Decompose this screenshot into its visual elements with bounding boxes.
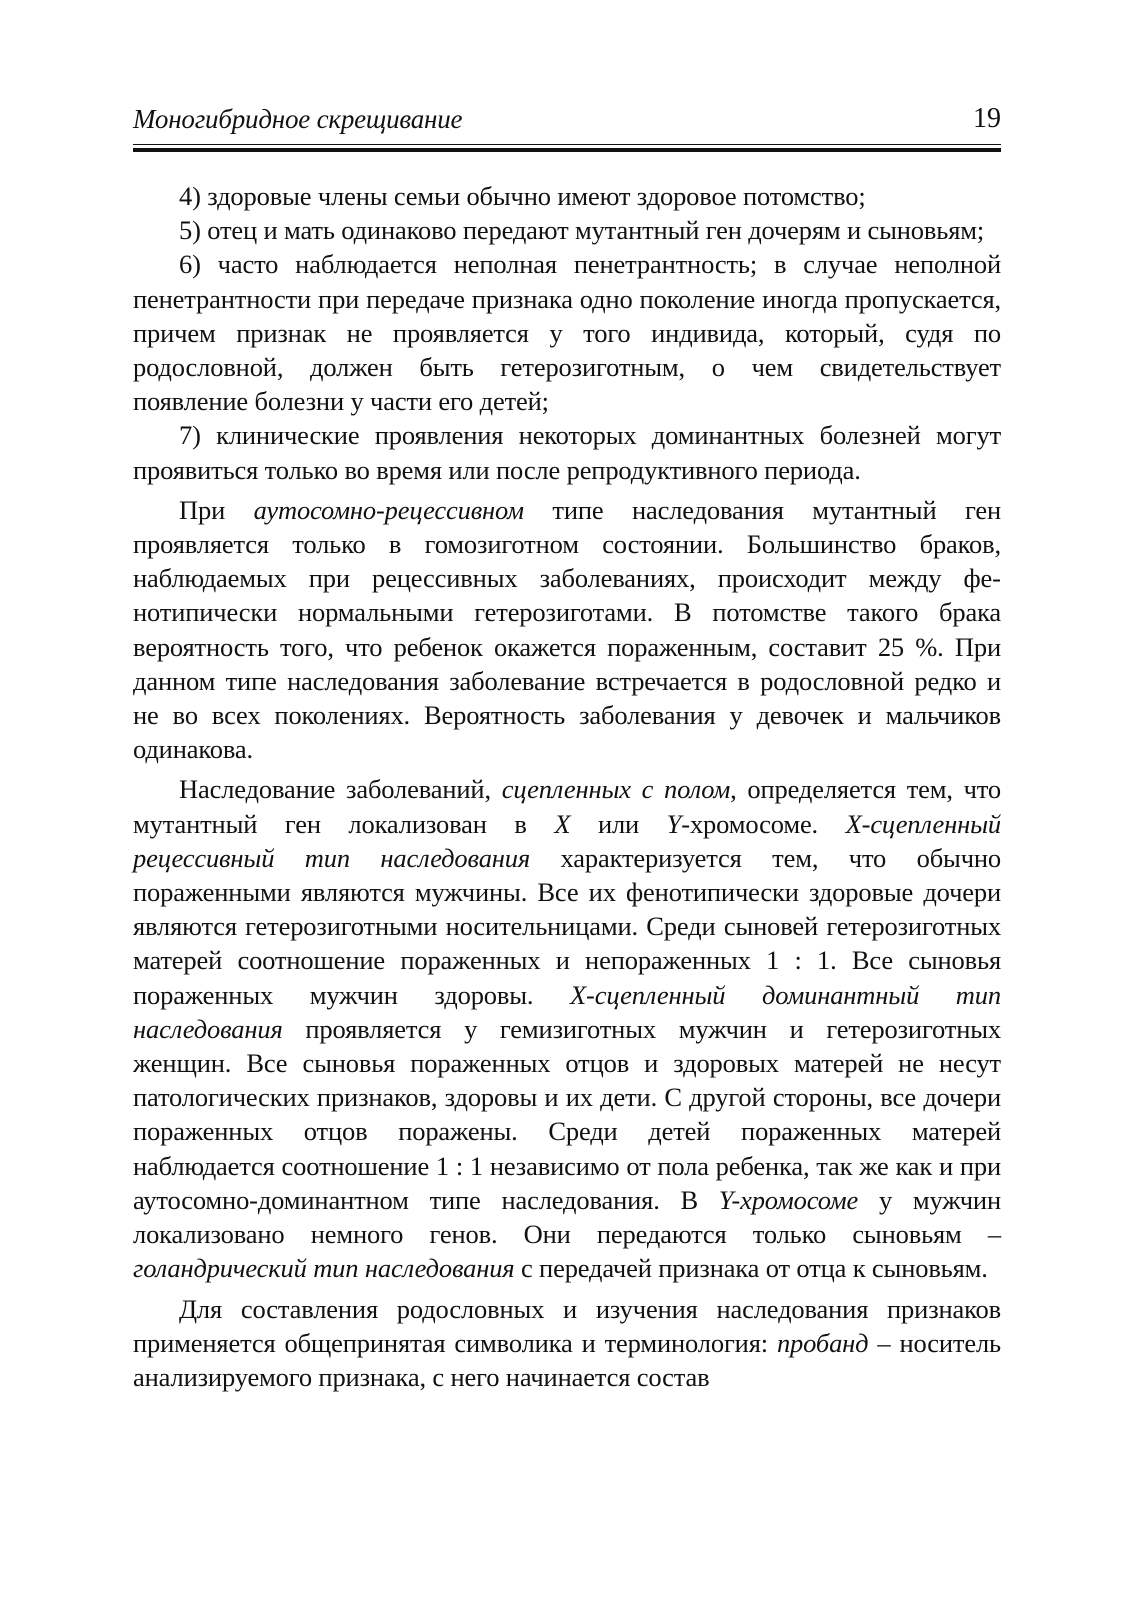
italic-term: X-сцепленный доминантный тип наследования [133,979,1001,1044]
italic-term: X-сцепленный рецессивный тип наследования [133,808,1001,873]
text-run: 7) клинические проявления некоторых доминантных болезней могут проявиться только во время или после репродуктивного периода. [133,420,1001,485]
italic-term: голандрический тип наследования [133,1253,515,1284]
text-run: , определяется тем, что мутантный ген локализован в [133,774,1001,839]
running-title: Моногибридное скрещивание [133,104,463,134]
header-rule-thick [133,148,1001,152]
text-run: 4) здоровые члены семьи обычно имеют здоровое потомство; [179,181,866,211]
italic-term: X [554,808,571,839]
paragraph-p7 [133,1292,1001,1395]
paragraph-p5 [133,493,1001,767]
paragraph-p2 [133,213,1001,247]
text-run: 6) часто наблюдается неполная пенетрантность; в случае неполной пенетрантности при передаче признака одно поколение иногда пропускается, причем признак не проявляется у того индивида, который, судя по родословной, должен быть гетерозиготным, о чем свидетельствует появление болезни у части его детей; [133,249,1001,417]
text-run: у мужчин локализовано немного генов. Они передаются только сыновьям – [133,1184,1001,1250]
text-run: Наследование заболеваний, [179,774,502,805]
page-header [133,100,1001,144]
text-run: типе наследования мутантный ген проявляется только в гомозиготном состоянии. Большинство браков, наблюдаемых при рецессивных заболеваниях, происходит между фенотипически нормальными гетерозиготами. В потомстве такого брака вероятность того, что ребенок окажется пораженным, составит 25 %. При данном типе наследования заболевание встречается в родословной редко и не во всех поколениях. Вероятность заболевания у девочек и мальчиков одинакова. [133,494,1001,765]
paragraph-p6 [133,772,1001,1285]
page-number: 19 [973,103,1001,134]
body-text [133,179,1001,1394]
text-run: характеризуется тем, что обычно пораженными являются мужчины. Все их фенотипически здоровые дочери являются гетерозиготными носительницами. Среди сыновей гетерозиготных матерей соотношение пораженных и непораженных 1 : 1. Все сыновья пораженных мужчин здоровы. [133,842,1001,1010]
text-run: При [179,494,254,525]
italic-term: сцепленных с полом [501,774,731,805]
text-run: проявляется у гемизиготных мужчин и гетерозиготных женщин. Все сыновья пораженных отцов и здоровых матерей не несут патологических признаков, здоровы и их дети. С другой стороны, все дочери пораженных отцов поражены. Среди детей пораженных матерей наблюдается соотношение 1 : 1 независимо от пола ребенка, так же как и при аутосомно-доминантном типе наследования. В [133,1013,1001,1215]
italic-term: пробанд [776,1327,869,1358]
italic-term: аутосомно-рецессивном [253,494,524,525]
paragraph-p3 [133,247,1001,418]
text-run: с передачей признака от отца к сыновьям. [514,1253,988,1284]
text-run: или [570,808,667,839]
italic-term: Y-хромосоме [718,1184,859,1215]
text-run: – носитель анализируемого признака, с него начинается состав [133,1327,1001,1392]
text-run: -хромосоме. [681,808,846,839]
paragraph-p1 [133,179,1001,213]
text-run: 5) отец и мать одинаково передают мутантный ген дочерям и сыновьям; [179,215,985,246]
book-page [133,100,1001,1392]
text-run: Для составления родословных и изучения наследования признаков применяется общепринятая символика и терминология: [133,1293,1001,1358]
header-rule-thin [133,144,1001,145]
italic-term: Y [666,808,682,839]
paragraph-p4 [133,418,1001,486]
